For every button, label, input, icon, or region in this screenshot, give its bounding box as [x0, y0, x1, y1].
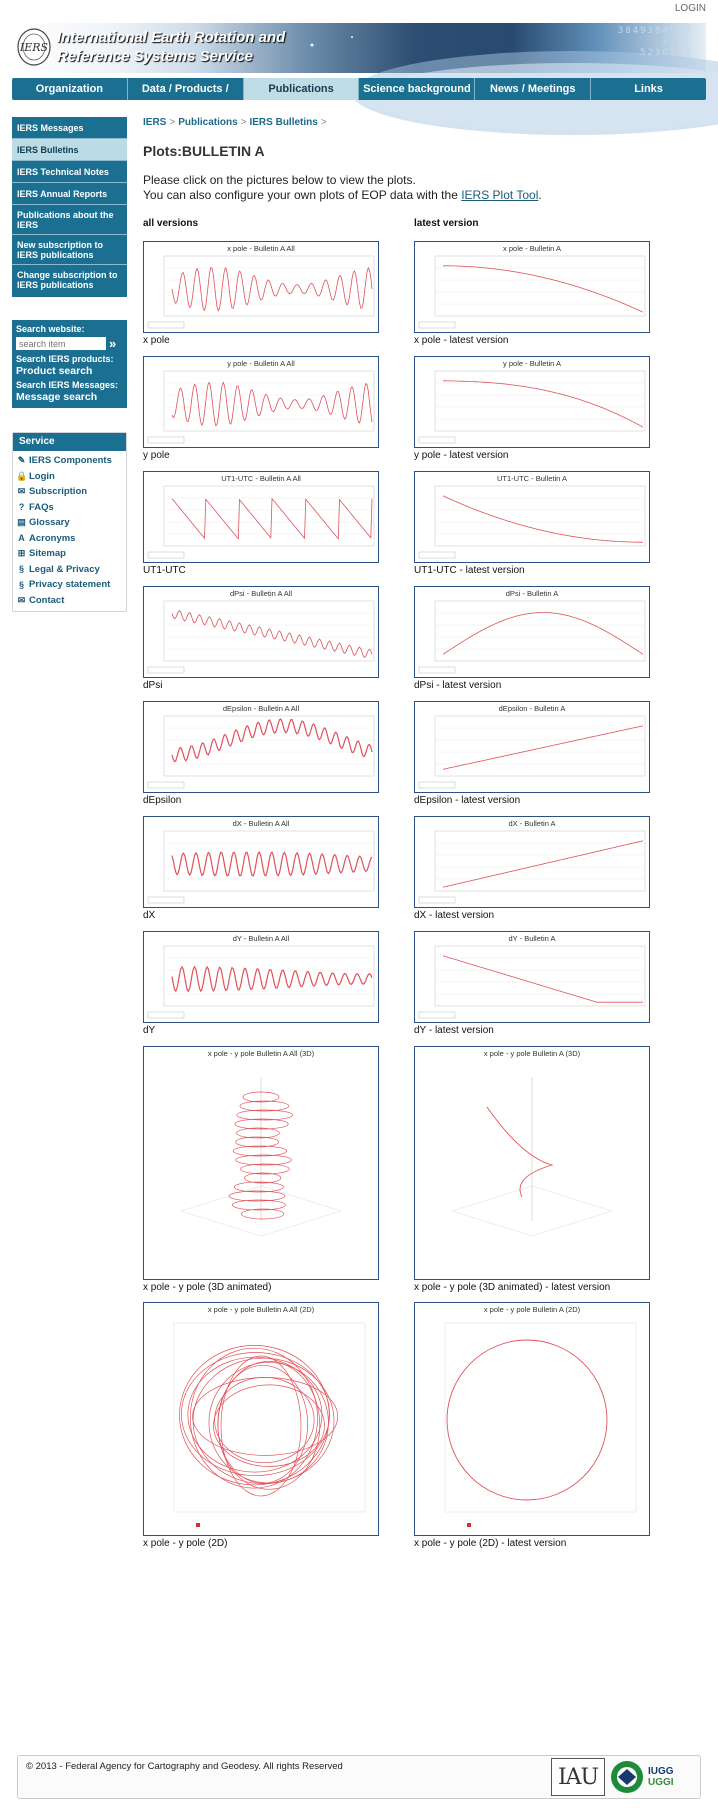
- plot-caption-latest[interactable]: x pole - y pole (3D animated) - latest version: [414, 1282, 611, 1293]
- plot-title: y pole - Bulletin A: [503, 359, 561, 368]
- plot-title: x pole - Bulletin A: [503, 244, 561, 253]
- plot-caption-latest[interactable]: dEpsilon - latest version: [414, 795, 521, 806]
- plot-image: [144, 587, 378, 677]
- service-item-subscription[interactable]: [13, 484, 126, 500]
- nav-news-meetings[interactable]: News / Meetings: [475, 78, 591, 100]
- banner-title: International Earth Rotation and Reference Systems Service: [57, 29, 286, 65]
- plot-caption-latest[interactable]: dY - latest version: [414, 1025, 494, 1036]
- message-search-link[interactable]: Message search: [16, 391, 98, 403]
- plot-caption-all[interactable]: dY: [143, 1025, 156, 1036]
- plot-caption-all[interactable]: y pole: [143, 450, 170, 461]
- mail-icon: ✉: [17, 594, 26, 605]
- plot-thumbnail-latest[interactable]: [414, 356, 650, 448]
- sidebar-item-annual-reports[interactable]: IERS Annual Reports: [12, 183, 127, 205]
- plot-image: [415, 932, 649, 1022]
- plot-thumbnail-all[interactable]: [143, 701, 379, 793]
- plot-image: [144, 1303, 378, 1535]
- plot-image: [415, 702, 649, 792]
- breadcrumb-iers-bulletins[interactable]: IERS Bulletins: [249, 117, 318, 128]
- plot-image: [144, 932, 378, 1022]
- plot-caption-all[interactable]: x pole - y pole (3D animated): [143, 1282, 272, 1293]
- service-item-label: Privacy statement: [29, 579, 111, 591]
- question-icon: ?: [18, 502, 25, 513]
- service-item-label: Contact: [29, 594, 65, 606]
- plot-caption-all[interactable]: UT1-UTC: [143, 565, 186, 576]
- breadcrumb-publications[interactable]: Publications: [178, 117, 238, 128]
- plot-thumbnail-latest[interactable]: [414, 471, 650, 563]
- plot-title: dY - Bulletin A: [508, 934, 556, 943]
- plot-thumbnail-latest[interactable]: [414, 1046, 650, 1280]
- pencil-icon: ✎: [17, 455, 26, 466]
- breadcrumb: IERS > Publications > IERS Bulletins >: [143, 117, 327, 128]
- plot-title: UT1-UTC - Bulletin A All: [221, 474, 301, 483]
- plot-thumbnail-latest[interactable]: [414, 701, 650, 793]
- plot-title: y pole - Bulletin A All: [227, 359, 295, 368]
- plot-image: [144, 357, 378, 447]
- service-item-iers-components[interactable]: [13, 453, 126, 469]
- iugg-logo[interactable]: IUGG UGGI: [610, 1759, 694, 1795]
- iau-logo[interactable]: IAU: [551, 1758, 605, 1796]
- plot-caption-latest[interactable]: dPsi - latest version: [414, 680, 502, 691]
- plot-image: [144, 242, 378, 332]
- plot-caption-latest[interactable]: x pole - latest version: [414, 335, 509, 346]
- plot-thumbnail-all[interactable]: [143, 1046, 379, 1280]
- book-icon: ▤: [17, 517, 26, 528]
- plot-image: [415, 587, 649, 677]
- font-icon: A: [18, 533, 25, 544]
- sidebar-item-technical-notes[interactable]: IERS Technical Notes: [12, 161, 127, 183]
- service-title: Service: [13, 433, 126, 451]
- message-search-label: Search IERS Messages:: [16, 380, 119, 390]
- service-item-label: Sitemap: [29, 548, 66, 560]
- plot-image: [415, 817, 649, 907]
- plot-caption-all[interactable]: dX: [143, 910, 156, 921]
- login-link[interactable]: LOGIN: [674, 3, 706, 14]
- iers-plot-tool-link[interactable]: IERS Plot Tool: [461, 188, 539, 202]
- plot-caption-latest[interactable]: dX - latest version: [414, 910, 495, 921]
- page-title: Plots:BULLETIN A: [143, 143, 265, 159]
- plot-caption-all[interactable]: dPsi: [143, 680, 163, 691]
- plot-caption-all[interactable]: x pole: [143, 335, 170, 346]
- plot-thumbnail-all[interactable]: [143, 471, 379, 563]
- plot-image: [144, 472, 378, 562]
- plot-image: [415, 242, 649, 332]
- service-item-glossary[interactable]: [13, 515, 126, 531]
- service-item-label: Glossary: [29, 517, 70, 529]
- plot-image: [144, 702, 378, 792]
- plot-image: [415, 1047, 649, 1279]
- plot-thumbnail-latest[interactable]: [414, 816, 650, 908]
- plot-title: dPsi - Bulletin A All: [229, 589, 293, 598]
- header-banner: [12, 23, 706, 73]
- plot-title: x pole - y pole Bulletin A (2D): [483, 1305, 581, 1314]
- plot-title: dEpsilon - Bulletin A All: [222, 704, 300, 713]
- service-item-privacy-statement[interactable]: [13, 577, 126, 593]
- plot-thumbnail-all[interactable]: [143, 816, 379, 908]
- top-navigation: [12, 78, 706, 117]
- paragraph-icon: §: [18, 564, 24, 575]
- product-search-label: Search IERS products:: [16, 354, 114, 364]
- copyright-text: © 2013 - Federal Agency for Cartography and Geodesy. All rights Reserved: [26, 1761, 343, 1772]
- plot-caption-latest[interactable]: x pole - y pole (2D) - latest version: [414, 1538, 567, 1549]
- banner-digits: 3849384980 2788 5216389: [617, 26, 692, 58]
- plot-image: [415, 472, 649, 562]
- svg-text:IERS: IERS: [19, 41, 49, 54]
- service-list: [13, 451, 126, 611]
- footer: [17, 1755, 701, 1799]
- plot-image: [144, 817, 378, 907]
- intro-text: Please click on the pictures below to view the plots. You can also configure your own plots of EOP data with the IERS Plot Tool.: [143, 173, 542, 202]
- plot-title: dX - Bulletin A: [508, 819, 556, 828]
- plot-thumbnail-latest[interactable]: [414, 1302, 650, 1536]
- sidebar-item-iers-bulletins[interactable]: IERS Bulletins: [12, 139, 127, 161]
- breadcrumb-iers[interactable]: IERS: [143, 117, 167, 128]
- plot-caption-all[interactable]: x pole - y pole (2D): [143, 1538, 228, 1549]
- service-item-legal-privacy[interactable]: [13, 562, 126, 578]
- sidebar-item-iers-messages[interactable]: IERS Messages: [12, 117, 127, 139]
- nav-organization[interactable]: Organization: [12, 78, 128, 100]
- nav-links[interactable]: Links: [634, 83, 663, 95]
- plot-title: x pole - y pole Bulletin A All (2D): [207, 1305, 315, 1314]
- service-item-acronyms[interactable]: [13, 531, 126, 547]
- service-item-sitemap[interactable]: [13, 546, 126, 562]
- plot-thumbnail-all[interactable]: [143, 586, 379, 678]
- plot-title: dX - Bulletin A All: [232, 819, 290, 828]
- plot-image: [144, 1047, 378, 1279]
- lock-icon: 🔒: [16, 470, 28, 481]
- plot-thumbnail-all[interactable]: [143, 1302, 379, 1536]
- sidebar-search: [12, 320, 127, 408]
- service-item-label: FAQs: [29, 501, 54, 513]
- plot-thumbnail-all[interactable]: [143, 356, 379, 448]
- plot-thumbnail-latest[interactable]: [414, 586, 650, 678]
- plot-thumbnail-all[interactable]: [143, 931, 379, 1023]
- sidebar-item-new-subscription[interactable]: New subscription to IERS publications: [12, 235, 127, 265]
- plot-caption-latest[interactable]: UT1-UTC - latest version: [414, 565, 525, 576]
- service-item-login[interactable]: [13, 469, 126, 485]
- plot-title: dY - Bulletin A All: [232, 934, 290, 943]
- service-item-label: Subscription: [29, 486, 88, 498]
- envelope-icon: ✉: [17, 486, 26, 497]
- service-item-label: Acronyms: [29, 532, 76, 544]
- paragraph-icon: §: [18, 579, 24, 590]
- service-item-faqs[interactable]: [13, 500, 126, 516]
- plot-caption-latest[interactable]: y pole - latest version: [414, 450, 509, 461]
- column-heading-latest-version: latest version: [414, 218, 479, 229]
- plot-thumbnail-latest[interactable]: [414, 241, 650, 333]
- nav-publications[interactable]: Publications: [244, 78, 360, 100]
- plot-image: [415, 357, 649, 447]
- service-item-label: Login: [29, 470, 55, 482]
- search-go-button[interactable]: »: [109, 335, 117, 351]
- nav-science-background[interactable]: Science background: [359, 78, 475, 100]
- plot-title: UT1-UTC - Bulletin A: [496, 474, 568, 483]
- column-heading-all-versions: all versions: [143, 218, 199, 229]
- plot-thumbnail-all[interactable]: [143, 241, 379, 333]
- sidebar-item-change-subscription[interactable]: Change subscription to IERS publications: [17, 270, 118, 290]
- plot-title: dEpsilon - Bulletin A: [498, 704, 566, 713]
- sidebar-service: [12, 432, 127, 612]
- plot-caption-all[interactable]: dEpsilon: [143, 795, 182, 806]
- service-item-contact[interactable]: [13, 593, 126, 609]
- nav-data-products-tools[interactable]: Data / Products / Tools: [128, 78, 244, 100]
- plot-title: x pole - y pole Bulletin A (3D): [483, 1049, 581, 1058]
- sidebar-menu: [12, 117, 127, 297]
- search-label: Search website:: [16, 324, 85, 334]
- iers-logo: [16, 27, 52, 67]
- sitemap-icon: ⊞: [17, 548, 26, 559]
- plot-title: x pole - y pole Bulletin A All (3D): [207, 1049, 315, 1058]
- service-item-label: Legal & Privacy: [29, 563, 100, 575]
- service-item-label: IERS Components: [29, 455, 112, 467]
- plot-image: [415, 1303, 649, 1535]
- iugg-emblem: [610, 1760, 644, 1794]
- plot-title: x pole - Bulletin A All: [227, 244, 295, 253]
- search-input[interactable]: [16, 337, 106, 350]
- product-search-link[interactable]: Product search: [16, 365, 93, 377]
- plot-title: dPsi - Bulletin A: [505, 589, 559, 598]
- plot-thumbnail-latest[interactable]: [414, 931, 650, 1023]
- sidebar-item-publications-about[interactable]: Publications about the IERS: [12, 205, 127, 235]
